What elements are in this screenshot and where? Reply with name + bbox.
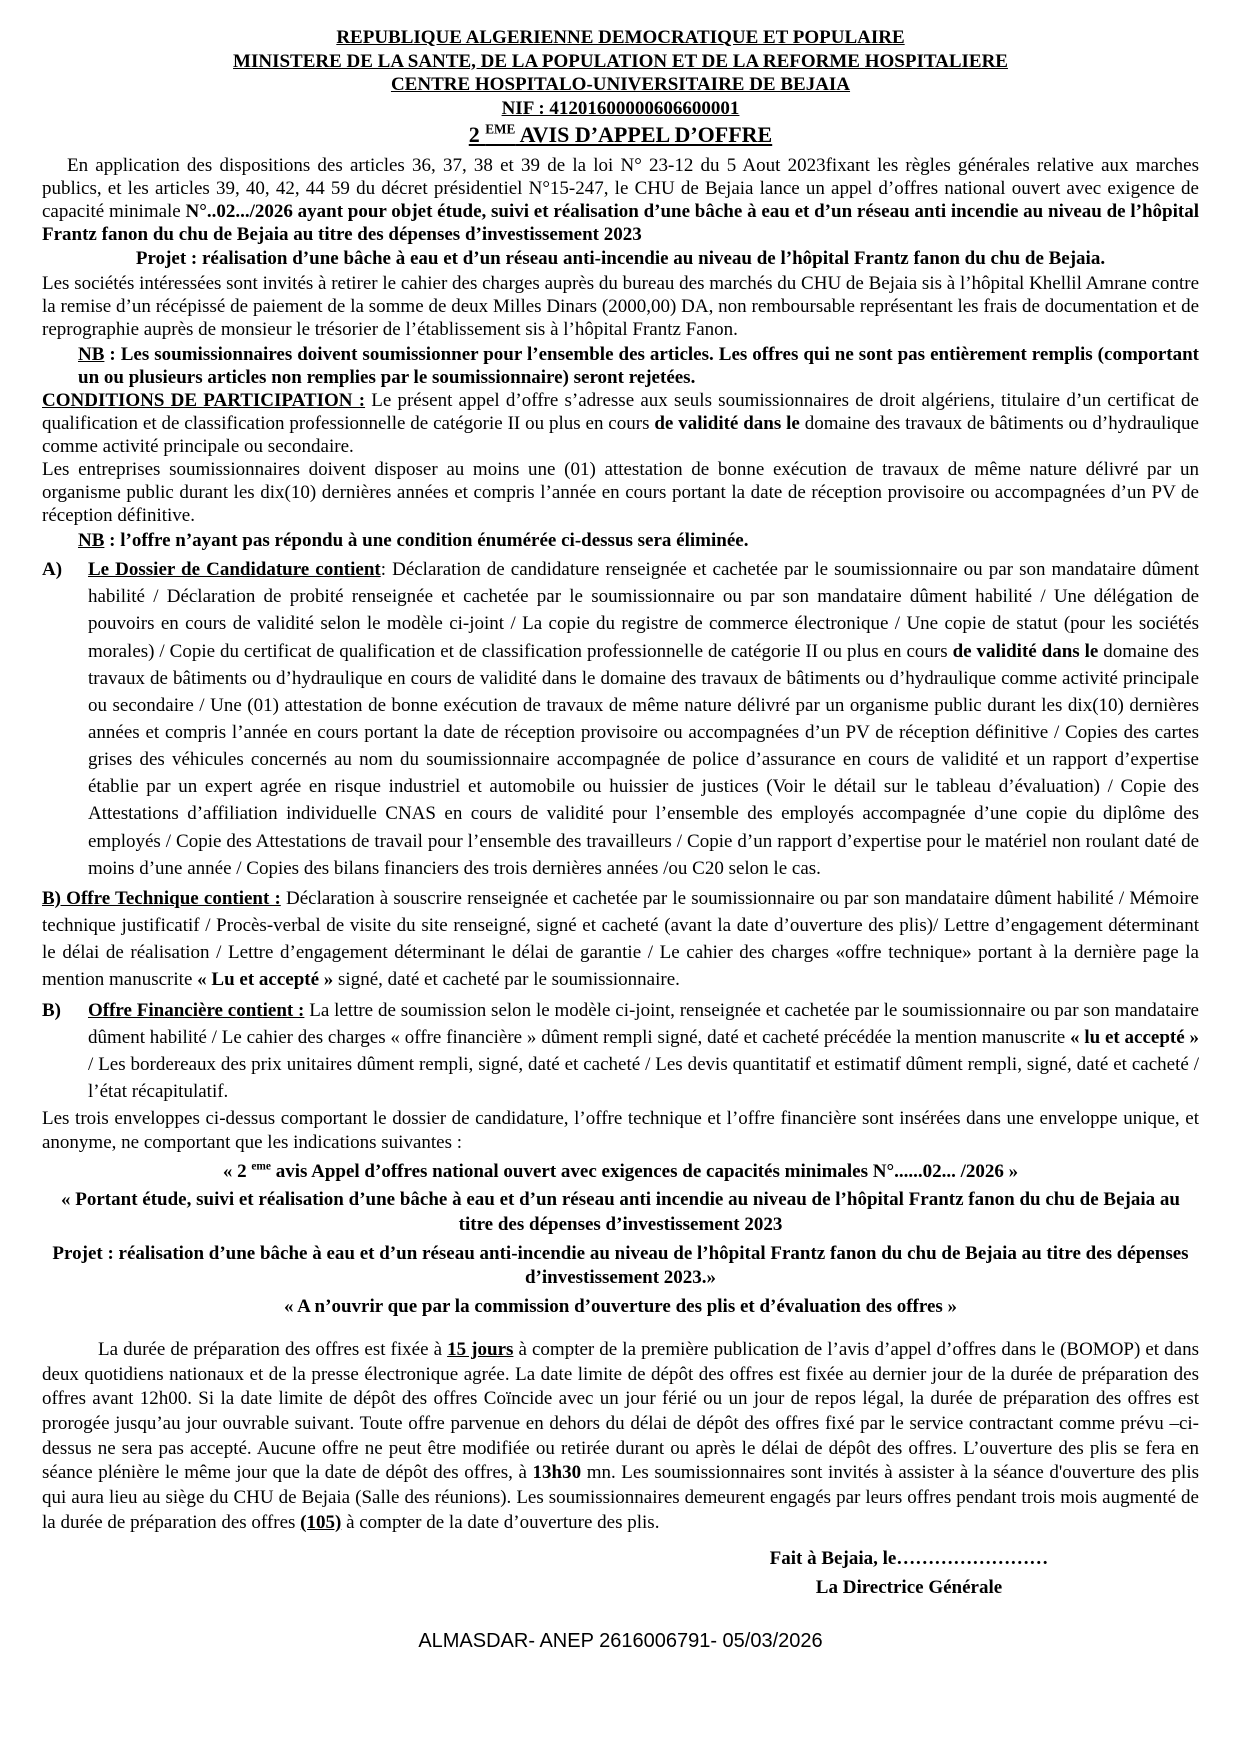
signature-place-date: Fait à Bejaia, le…………………… (769, 1548, 1049, 1570)
document-title (42, 122, 1199, 148)
envelope-mentions-block (42, 1160, 1199, 1320)
nb1-note (78, 344, 1199, 390)
dossier-candidature-heading: Le Dossier de Candidature contient (88, 559, 381, 581)
header-republic-line: REPUBLIQUE ALGERIENNE DEMOCRATIQUE ET POPULAIRE (336, 27, 905, 48)
dossier-candidature-bold: de validité dans le (952, 640, 1099, 662)
offre-financiere-mention-bold: « lu et accepté » (1070, 1026, 1200, 1048)
mention-avis-superscript: eme (251, 1160, 271, 1173)
duree-preparation-paragraph (42, 1338, 1199, 1536)
intro-object-bold: N°..02.../2026 ayant pour objet étude, suivi et réalisation d’une bâche à eau et d’un réseau anti incendie au niveau de l’hôpital Frantz fanon du chu de Bejaia au titre des dépenses d’investissement 2023 (42, 200, 1200, 245)
offre-financiere-marker: B) (42, 999, 61, 1021)
duree-text-3: mn. Les soumissionnaires sont invités à assister à la séance d'ouverture des plis qui aura lieu au siège du CHU de Bejaia (Salle des réunions). Les soumissionnaires demeurent engagés par leurs offres pendant trois mois augmenté de la durée de préparation des offres (42, 1462, 1199, 1533)
nb2-label: NB (78, 530, 105, 552)
enveloppes-paragraph: Les trois enveloppes ci-dessus comportant le dossier de candidature, l’offre technique et l’offre financière sont insérées dans une enveloppe unique, et anonyme, ne comportant que les indications suivantes : (42, 1108, 1199, 1153)
title-number: 2 (468, 122, 486, 148)
dossier-candidature-section (42, 556, 1199, 882)
offre-technique-text-1: Déclaration à souscrire renseignée et cachetée par le soumissionnaire ou par son mandataire dûment habilité / Mémoire technique justificatif / Procès-verbal de visite du site renseigné, signé et cacheté (avant la date d’ouverture des plis)/ Lettre d’engagement déterminant le délai de réalisation / Lettre d’engagement déterminant le délai de garantie / Le cahier des charges «offre technique» portant à la dernière page la mention manuscrite (42, 887, 1199, 991)
signature-block (739, 1545, 1079, 1602)
retrait-cahier-paragraph: Les sociétés intéressées sont invités à retirer le cahier des charges auprès du bureau des marchés du CHU de Bejaia sis à l’hôpital Khellil Amrane contre la remise d’un récépissé de paiement de la somme de deux Milles Dinars (2000,00) DA, non remboursable représentant les frais de documentation et de reprographie auprès de monsieur le trésorier de l’établissement sis à l’hôpital Frantz Fanon. (42, 273, 1199, 341)
offre-financiere-heading: Offre Financière contient : (88, 999, 305, 1021)
offre-financiere-text-2: / Les bordereaux des prix unitaires dûment rempli, signé, daté et cacheté / Les devis quantitatif et estimatif dûment rempli, signé, daté et cacheté / l’état récapitulatif. (88, 1053, 1199, 1103)
offre-financiere-text-1: La lettre de soumission selon le modèle ci-joint, renseignée et cachetée par le soumissionnaire ou par son mandataire dûment habilité / Le cahier des charges « offre financière » dûment rempli signé, daté et cacheté précédée la mention manuscrite (88, 999, 1199, 1048)
conditions-participation-paragraph (42, 390, 1199, 459)
offre-technique-heading: B) Offre Technique contient : (42, 887, 281, 909)
entreprises-paragraph: Les entreprises soumissionnaires doivent disposer au moins une (01) attestation de bonne exécution de travaux de même nature délivré par un organisme public durant les dix(10) dernières années et compris l’année en cours portant la date de réception provisoire ou accompagnées d’un PV de réception définitive. (42, 459, 1199, 527)
dossier-candidature-text-2: domaine des travaux de bâtiments ou d’hydraulique en cours de validité dans le domaine des travaux de bâtiments ou d’hydraulique comme activité principale ou secondaire / Une (01) attestation de bonne exécution de travaux de même nature délivré par un organisme public durant les dix(10) dernières années et compris l’année en cours portant la date de réception provisoire ou accompagnées d’un PV de réception définitive / Copies des cartes grises des véhicules concernés au nom du soumissionnaire accompagnée de police d’assurance en cours de validité et un rapport d’expertise établie par un expert agrée en risque industriel et automobile ou huissier de justices (Voir le détail sur le tableau d’évaluation) / Copie des Attestations d’affiliation individuelle CNAS en cours de validité pour l’ensemble des employés accompagnée d’une copie du diplôme des employés / Copie des Attestations de travail pour l’ensemble des travailleurs / Copie d’un rapport d’expertise pour le matériel non roulant daté de moins d’une année / Copies des bilans financiers des trois dernières années /ou C20 selon le cas. (88, 640, 1199, 879)
conditions-bold: de validité dans le (654, 413, 800, 435)
projet-line: Projet : réalisation d’une bâche à eau et d’un réseau anti-incendie au niveau de l’hôpital Frantz fanon du chu de Bejaia. (135, 247, 1106, 269)
mention-commission-line: « A n’ouvrir que par la commission d’ouverture des plis et d’évaluation des offres » (283, 1296, 958, 1318)
mention-projet-line: Projet : réalisation d’une bâche à eau et d’un réseau anti-incendie au niveau de l’hôpital Frantz fanon du chu de Bejaia au titre des dépenses d’investissement 2023.» (52, 1242, 1189, 1289)
anep-footer: ALMASDAR- ANEP 2616006791- 05/03/2026 (418, 1630, 823, 1653)
nb1-label: NB (78, 344, 105, 366)
duree-text-4: à compter de la date d’ouverture des plis. (341, 1511, 660, 1533)
conditions-heading: CONDITIONS DE PARTICIPATION : (42, 390, 366, 412)
mention-portant-line: « Portant étude, suivi et réalisation d’une bâche à eau et d’un réseau anti incendie au niveau de l’hôpital Frantz fanon du chu de Bejaia au titre des dépenses d’investissement 2023 (61, 1189, 1180, 1236)
dossier-candidature-marker: A) (42, 559, 63, 581)
offre-financiere-section (42, 997, 1199, 1106)
title-superscript: EME (485, 121, 516, 137)
header-hospital-line: CENTRE HOSPITALO-UNIVERSITAIRE DE BEJAIA (390, 74, 851, 96)
mention-avis-line (42, 1160, 1199, 1185)
offre-technique-mention-bold: « Lu et accepté » (197, 969, 334, 991)
conditions-text-2: domaine des travaux de bâtiments ou d’hydraulique comme activité principale ou secondaire. (42, 413, 1199, 458)
offre-technique-text-2: signé, daté et cacheté par le soumissionnaire. (333, 969, 680, 991)
nb2-note (78, 530, 1199, 553)
mention-avis-pre: « 2 (222, 1160, 252, 1182)
mention-avis-text: avis Appel d’offres national ouvert avec exigences de capacités minimales N°......02... /2026 » (270, 1160, 1019, 1182)
duree-text-2: à compter de la première publication de l’avis d’appel d’offres dans le (BOMOP) et dans deux quotidiens nationaux et de la presse électronique agrée. La date limite de dépôt des offres est fixée au dernier jour de la durée de préparation des offres avant 12h00. Si la date limite de dépôt des offres Coïncide avec un jour férié ou un jour de repos légal, la durée de préparation des offres est prorogée jusqu’au jour ouvrable suivant. Toute offre parvenue en dehors du délai de dépôt des offres fixé par le service contractant comme prévu –ci-dessus ne sera pas accepté. Aucune offre ne peut être modifiée ou retirée durant ou après le délai de dépôt des offres. L’ouverture des plis se fera en séance plénière le même jour que la date de dépôt des offres, à (42, 1338, 1199, 1484)
conditions-text-1: Le présent appel d’offre s’adresse aux seuls soumissionnaires de droit algériens, titulaire d’un certificat de qualification et de classification professionnelle de catégorie II ou plus en cours (42, 390, 1199, 435)
offre-technique-section (42, 885, 1199, 994)
duree-105-bold: (105) (300, 1511, 342, 1533)
duree-heure-bold: 13h30 (532, 1462, 582, 1484)
nb1-text: : Les soumissionnaires doivent soumissionner pour l’ensemble des articles. Les offres qui ne sont pas entièrement remplis (comportant un ou plusieurs articles non remplies par le soumissionnaire) seront rejetées. (78, 344, 1199, 389)
duree-15jours-bold: 15 jours (447, 1338, 514, 1360)
intro-paragraph (42, 155, 1199, 247)
intro-text: En application des dispositions des articles 36, 37, 38 et 39 de la loi N° 23-12 du 5 Aout 2023fixant les règles générales relative aux marches publics, et les articles 39, 40, 42, 44 59 du décret présidentiel N°15-247, le CHU de Bejaia lance un appel d’offres national ouvert avec exigence de capacité minimale (42, 154, 1199, 222)
dossier-candidature-text-1: : Déclaration de candidature renseignée et cachetée par le soumissionnaire ou par son mandataire dûment habilité / Déclaration de probité renseignée et cachetée par le soumissionnaire ou par son mandataire dûment habilité / Une délégation de pouvoirs en cours de validité selon le modèle ci-joint / La copie du registre de commerce électronique / Une copie de statut (pour les sociétés morales) / Copie du certificat de qualification et de classification professionnelle de catégorie II ou plus en cours (88, 559, 1199, 662)
header-ministry-line: MINISTERE DE LA SANTE, DE LA POPULATION ET DE LA REFORME HOSPITALIERE (233, 50, 1008, 72)
header-nif-line: NIF : 41201600000606600001 (501, 97, 740, 119)
duree-text-1: La durée de préparation des offres est fixée à (98, 1338, 448, 1360)
nb2-text: : l’offre n’ayant pas répondu à une condition énumérée ci-dessus sera éliminée. (104, 530, 749, 552)
title-text: AVIS D’APPEL D’OFFRE (515, 122, 773, 148)
document-header (42, 26, 1199, 149)
signature-title: La Directrice Générale (815, 1576, 1003, 1598)
